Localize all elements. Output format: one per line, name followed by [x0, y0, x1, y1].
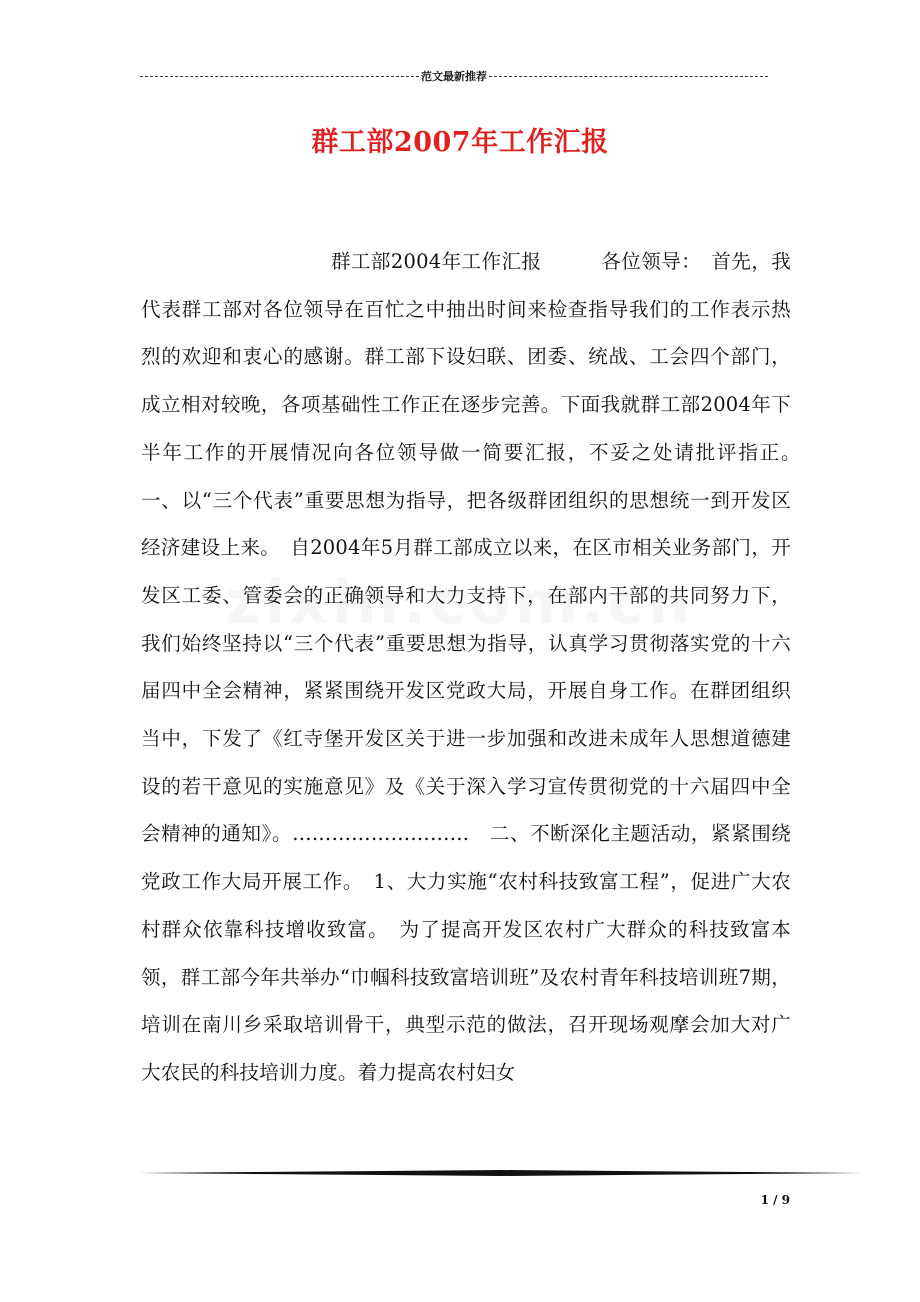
header-dash-right: [489, 76, 768, 77]
document-body: 群工部2004年工作汇报 各位领导： 首先，我代表群工部对各位领导在百忙之中抽出时间来检查指导我们的工作表示热烈的欢迎和衷心的感谢。群工部下设妇联、团委、统战、工会四个部门，成立相对较晚，各项基础性工作正在逐步完善。下面我就群工部2004年下半年工作的开展情况向各位领导做一简要汇报，不妥之处请批评指正。 一、以“三个代表”重要思想为指导，把各级群团组织的思想统一到开发区经济建设上来。 自2004年5月群工部成立以来，在区市相关业务部门，开发区工委、管委会的正确领导和大力支持下，在部内干部的共同努力下，我们始终坚持以“三个代表”重要思想为指导，认真学习贯彻落实党的十六届四中全会精神，紧紧围绕开发区党政大局，开展自身工作。在群团组织当中，下发了《红寺堡开发区关于进一步加强和改进未成年人思想道德建设的若干意见的实施意见》及《关于深入学习宣传贯彻党的十六届四中全会精神的通知》。……………………… 二、不断深化主题活动，紧紧围绕党政工作大局开展工作。 1、大力实施“农村科技致富工程”，促进广大农村群众依靠科技增收致富。 为了提高开发区农村广大群众的科技致富本领，群工部今年共举办“巾帼科技致富培训班”及农村青年科技培训班7期，培训在南川乡采取培训骨干，典型示范的做法，召开现场观摩会加大对广大农民的科技培训力度。着力提高农村妇女: [141, 250, 811, 1084]
footer-rule: [138, 1170, 864, 1176]
header-label: 范文最新推荐: [421, 70, 487, 83]
header-dash-left: [140, 76, 419, 77]
page-number: 1 / 9: [760, 1193, 790, 1207]
document-title: 群工部2007年工作汇报: [311, 127, 609, 158]
page-header: [140, 66, 768, 86]
